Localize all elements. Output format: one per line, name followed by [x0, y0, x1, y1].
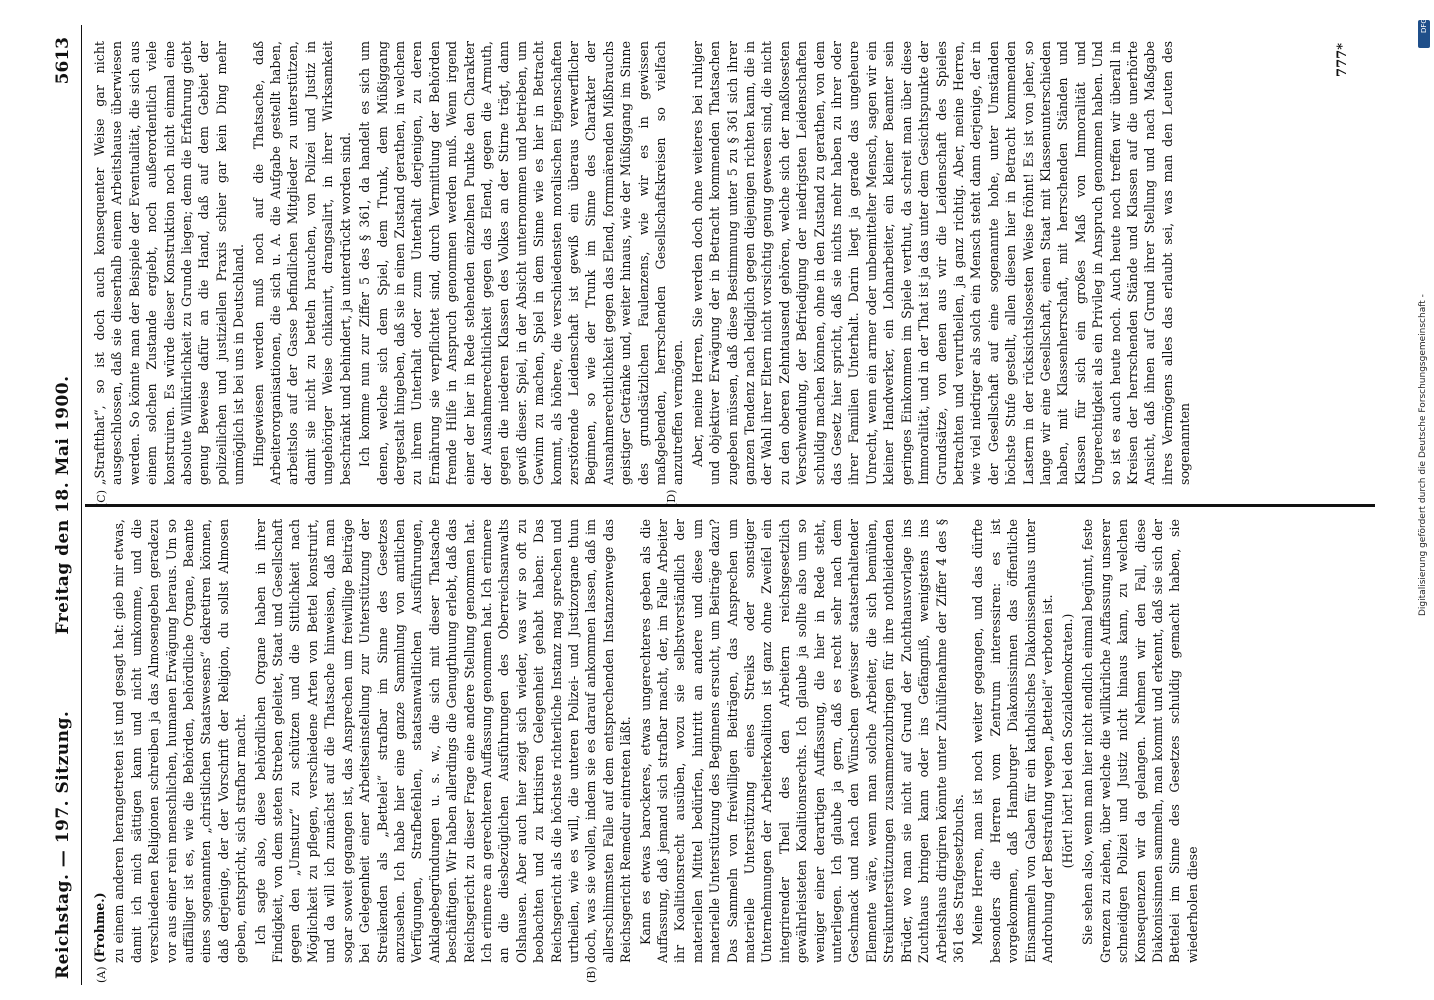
- left-column: [91, 519, 1351, 963]
- right-column: [91, 41, 1351, 485]
- speaker-name: (Frohme.): [92, 892, 107, 963]
- margin-marker-c: (C): [95, 490, 108, 507]
- left-paragraph: zu einem anderen herangetreten ist und gesagt hat: gieb mir etwas, damit ich mich sättigen kann und nicht umkomme, und die verschiedenen Religionen schreiben ja das Almosengeben geradezu vor aus einer rein menschlichen, humanen Erwägung heraus. Um so auffälliger ist es, wie die Behörden, behördliche Organe, Beamte eines sogenannten „christlichen Staatswesens“ dekretiren können, daß derjenige, der der Vorschrift der Religion, du sollst Almosen geben, entspricht, sich strafbar macht.: [111, 519, 249, 963]
- header-session: Reichstag. — 197. Sitzung.: [53, 710, 73, 979]
- column-divider: [85, 504, 1375, 507]
- right-paragraph: Ich komme nun zur Ziffer 5 des § 361, da handelt es sich um denen, welche sich dem Spiel, dem Trunk, dem Müßiggang dergestalt hingeben, daß sie in einen Zustand gerathen, in welchem zu ihrem Unterhalt oder zum Unterhalt derjenigen, zu deren Ernährung sie verpflichtet sind, durch Vermittlung der Behörden fremde Hilfe in Anspruch genommen werden muß. Wenn irgend einer der hier in Rede stehenden einzelnen Punkte den Charakter der Ausnahmerechtlichkeit gegen das Elend, gegen die Armuth, gegen die niederen Klassen des Volkes an der Stirne trägt, dann gewiß dieser. Spiel, in der Absicht unternommen und betrieben, um Gewinn zu machen, Spiel in dem Sinne wie es hier in Betracht kommt, als höhere, die verschiedensten moralischen Eigenschaften zerstörende Leidenschaft ist gewiß ein überaus verwerflicher Beginnen, so wie der Trunk im Sinne des Charakter der Ausnahmerechtlichkeit gegen das Elend, formmärenden Mißbrauchs geistiger Getränke und, weiter hinaus, wie der Müßiggang im Sinne des grundsätzlichen Faulenzens, wie wir es in gewissen maßgebenden, herrschenden Gesellschaftskreisen so vielfach anzutreffen vermögen.: [357, 41, 686, 485]
- dfg-logo-text: DFG: [1420, 18, 1428, 34]
- right-paragraph: Hingewiesen werden muß noch auf die Thatsache, daß Arbeiterorganisationen, die sich u. A. die Aufgabe gestellt haben, arbeitslos auf der Gasse befindlichen Mitglieder zu unterstützen, damit sie nicht zu betteln brauchen, von Polizei und Justiz in ungehöriger Weise chikanirt, drangsalirt, in ihrer Wirksamkeit beschränkt und behindert, ja unterdrückt worden sind.: [250, 41, 353, 485]
- page-header: [45, 25, 79, 985]
- left-paragraph: Meine Herren, man ist noch weiter gegangen, und das dürfte besonders die Herren vom Zentrum interessiren: es ist vorgekommen, daß Hamburger Diakonissinnen das öffentliche Einsammeln von Gaben für ein katholisches Diakonissenhaus unter Androhung der Bestrafung wegen „Bettelei“ verboten ist.: [970, 519, 1055, 963]
- digitization-text: Digitalisierung gefördert durch die Deutsche Forschungsgemeinschaft -: [1418, 294, 1428, 616]
- margin-marker-b: (B): [585, 966, 598, 983]
- page-reference: 777*: [1335, 43, 1350, 77]
- left-paragraph: Ich sagte also, diese behördlichen Organe haben in ihrer Findigkeit, von dem steten Streben geleitet, Staat und Gesellschaft gegen den „Umsturz“ zu schützen und die Sittlichkeit nach Möglichkeit zu pflegen, verschiedene Arten von Bettel konstruirt, und da will ich zunächst auf die Thatsache hinweisen, daß man sogar soweit gegangen ist, das Ansprechen um freiwillige Beiträge bei Gelegenheit einer Arbeitseinstellung zur Unterstützung der Streikenden als „Bettelei“ strafbar im Sinne des Gesetzes anzusehen. Ich habe hier eine ganze Sammlung von amtlichen Verfügungen, Strafbefehlen, staatsanwaltlichen Ausführungen, Anklagebegründungen u. s. w., die sich mit dieser Thatsache beschäftigen. Wir haben allerdings die Genugthuung erlebt, daß das Reichsgericht zu dieser Frage eine andere Stellung genommen hat. Ich erinnere an gerechteren Auffassung genommen hat. Ich erinnere an die diesbezüglichen Ausführungen des Oberreichsanwalts Olshausen. Aber auch hier zeigt sich wieder, was wir so oft zu beobachten und zu kritisiren Gelegenheit gehabt haben: Das Reichsgericht als die höchste richterliche Instanz mag sprechen und urtheilen, wie es will, die unteren Polizei- und Justizorgane thun doch, was sie wollen, indem sie es darauf ankommen lassen, daß im allerschlimmsten Falle auf dem entsprechenden Instanzenwege das Reichsgericht Remedur eintreten läßt.: [252, 519, 634, 963]
- rotated-document-page: [45, 25, 1395, 985]
- margin-marker-a: (A): [95, 966, 108, 983]
- left-paragraph: Kann es etwas barockeres, etwas ungerechteres geben als die Auffassung, daß jemand sich strafbar macht, der, im Falle Arbeiter ihr Koalitionsrecht ausüben, wozu sie selbstverständlich der materiellen Mittel bedürfen, hintritt an andere und diese um materielle Unterstützung des Beginnens ersucht, um Beiträge dazu? Das Sammeln von freiwilligen Beiträgen, das Ansprechen um materielle Unterstützung eines Streiks oder sonstiger Unternehmungen der Arbeiterkoalition ist ganz ohne Zweifel ein integrirender Theil des den Arbeitern reichsgesetzlich gewährleisteten Koalitionsrechts. Ich glaube ja sollte also um so weniger einer derartigen Auffassung, die hier in Rede steht, unterliegen. Ich glaube ja gern, daß es recht sehr nach dem Geschmack und nach den Wünschen gewisser staatserhaltender Elemente wäre, wenn man solche Arbeiter, die sich bemühen, Streikunterstützungen zusammenzubringen für ihre nothleidenden Brüder, wo man sie nicht auf Grund der Zuchthausvorlage ins Zuchthaus bringen kann oder ins Gefängniß, wenigstens ins Arbeitshaus dirigiren könnte unter Zuhülfenahme der Ziffer 4 des § 361 des Strafgesetzbuchs.: [637, 519, 966, 963]
- header-page-number: 5613: [53, 37, 73, 85]
- interjection: (Hört! hört! bei den Sozialdemokraten.): [1060, 613, 1076, 869]
- right-paragraph: Aber, meine Herren, Sie werden doch ohne weiteres bei ruhiger und objektiver Erwägung der in Betracht kommenden Thatsachen zugeben müssen, daß diese Bestimmung unter 5 zu § 361 sich ihrer ganzen Tendenz nach lediglich gegen diejenigen richten kann, die in der Wahl ihrer Eltern nicht vorsichtig genug gewesen sind, die nicht zu den oberen Zehntausend gehören, welche sich der maßlosesten Verschwendung, der Befriedigung der niedrigsten Leidenschaften schuldig machen können, ohne in den Zustand zu gerathen, von dem das Gesetz hier spricht, daß sie nichts mehr haben zu ihrer oder ihrer Familien Unterhalt. Darin liegt ja gerade das ungeheure Unrecht, wenn ein armer oder unbemittelter Mensch, sagen wir ein kleiner Handwerker, ein Lohnarbeiter, ein kleiner Beamter sein geringes Einkommen im Spiele verthut, da schreit man über diese Immoralität, und in der That ist ja das unter dem Gesichtspunkte der Grundsätze, von denen aus wir die Leidenschaft des Spieles betrachten und verurtheilen, ja ganz richtig. Aber, meine Herren, wie viel niedriger als solch ein Mensch steht dann derjenige, der in der Gesellschaft auf eine sogenannte hohe, unter Umständen höchste Stufe gestellt, allen diesen hier in Betracht kommenden Lastern in der rücksichtslosesten Weise fröhnt! Es ist von jeher, so lange wir eine Gesellschaft, einen Staat mit Klassenunterschieden haben, mit Klassenherrschaft, mit herrschenden Ständen und Klassen für sich ein großes Maß von Immoralität und Ungerechtigkeit als ein Privileg in Anspruch genommen haben. Und so ist es auch heute noch. Auch heute noch treffen wir überall in Kreisen der herrschenden Stände und Klassen auf die unerhörte Ansicht, daß ihnen auf Grund ihrer Stellung und nach Maßgabe ihres Vermögens alles das erlaubt sei, was man den Leuten des sogenannten: [689, 41, 1193, 485]
- header-date: Freitag den 18. Mai 1900.: [53, 375, 73, 635]
- digitization-note: [1418, 12, 1434, 992]
- left-paragraph-closing: Sie sehen also, wenn man hier nicht endlich einmal begünnt, feste Grenzen zu ziehen, über welche die willkürliche Auffassung unserer schneidigen Polizei und Justiz nicht hinaus kann, zu welchen Konsequenzen wir da gelangen. Nehmen wir den Fall, diese Diakonissinnen sammeln, man kommt und erkennt, daß sie sich der Bettelei im Sinne des Gesetzes schuldig gemacht haben, sie wiederholen diese: [1080, 519, 1200, 963]
- margin-marker-d: (D): [665, 489, 678, 507]
- header-rule: [81, 25, 82, 985]
- right-paragraph: „Straftthat“, so ist doch auch konsequenter Weise gar nicht ausgeschlossen, daß sie dieserhalb einem Arbeitshause überwiesen werden. So könnte man der Beispiele der Eventualität, die sich aus einem solchen Zustande ergiebt, noch außerordentlich viele konstruiren. Es würde dieser Konstruktion noch nicht einmal eine absolute Willkürlichkeit zu Grunde liegen; denn die Erfahrung giebt genug Beweise dafür an die Hand, daß auf dem Gebiet der polizeilichen und justiziellen Praxis schier gar kein Ding mehr unmöglich ist bei uns in Deutschland.: [92, 41, 247, 485]
